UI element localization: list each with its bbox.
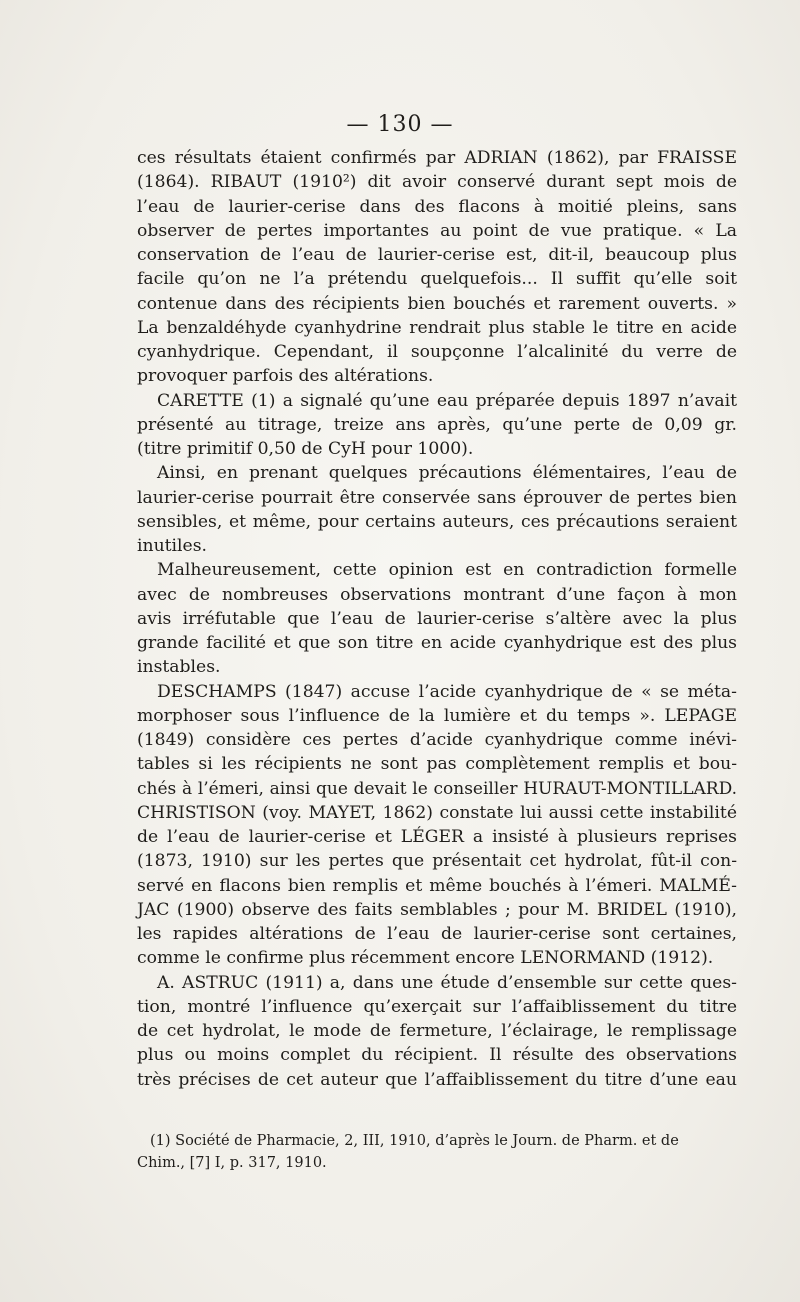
text-line: l’eau de laurier-cerise dans des flacons à moitié pleins, sans <box>137 196 737 217</box>
text-line: présenté au titrage, treize ans après, qu’une perte de 0,09 gr. <box>137 414 737 435</box>
text-line: provoquer parfois des altérations. <box>137 366 434 387</box>
footnote-line: Chim., [7] I, p. 317, 1910. <box>137 1155 327 1171</box>
text-line: observer de pertes importantes au point de vue pratique. « La <box>137 220 737 241</box>
text-line: (1864). RIBAUT (1910²) dit avoir conservé durant sept mois de <box>137 172 737 193</box>
text-line: plus ou moins complet du récipient. Il résulte des observations <box>137 1045 737 1066</box>
text-line: La benzaldéhyde cyanhydrine rendrait plus stable le titre en acide <box>137 317 737 338</box>
text-line: les rapides altérations de l’eau de laurier-cerise sont certaines, <box>137 924 737 944</box>
text-line: laurier-cerise pourrait être conservée sans éprouver de pertes bien <box>137 487 737 508</box>
text-line: conservation de l’eau de laurier-cerise est, dit-il, beaucoup plus <box>137 245 737 265</box>
text-line: (1873, 1910) sur les pertes que présentait cet hydrolat, fût-il con- <box>137 851 737 872</box>
text-line: contenue dans des récipients bien bouchés et rarement ouverts. » <box>137 293 737 314</box>
text-line: cyanhydrique. Cependant, il soupçonne l’alcalinité du verre de <box>137 342 737 362</box>
text-line: de cet hydrolat, le mode de fermeture, l’éclairage, le remplissage <box>137 1021 737 1041</box>
text-line: de l’eau de laurier-cerise et LÉGER a insisté à plusieurs reprises <box>137 827 737 847</box>
text-line: comme le confirme plus récemment encore LENORMAND (1912). <box>137 948 714 969</box>
text-line: JAC (1900) observe des faits semblables ; pour M. BRIDEL (1910), <box>137 899 737 920</box>
text-line: facile qu’on ne l’a prétendu quelquefois... Il suffit qu’elle soit <box>137 269 737 290</box>
text-line: tion, montré l’influence qu’exerçait sur l’affaiblissement du titre <box>137 996 737 1017</box>
text-line: morphoser sous l’influence de la lumière et du temps ». LEPAGE <box>137 705 737 726</box>
text-line: (1849) considère ces pertes d’acide cyanhydrique comme inévi- <box>137 730 737 750</box>
text-line: avec de nombreuses observations montrant d’une façon à mon <box>137 584 737 605</box>
text-line: tables si les récipients ne sont pas complètement remplis et bou- <box>137 754 737 775</box>
text-line: (titre primitif 0,50 de CyH pour 1000). <box>137 439 474 459</box>
text-line: inutiles. <box>137 536 207 556</box>
text-line: très précises de cet auteur que l’affaiblissement du titre d’une eau <box>137 1069 737 1090</box>
text-line: Ainsi, en prenant quelques précautions élémentaires, l’eau de <box>157 463 737 484</box>
text-line: DESCHAMPS (1847) accuse l’acide cyanhydrique de « se méta- <box>157 681 737 702</box>
text-line: ces résultats étaient confirmés par ADRIAN (1862), par FRAISSE <box>137 148 737 168</box>
text-line: sensibles, et même, pour certains auteurs, ces précautions seraient <box>137 511 737 532</box>
text-line: CARETTE (1) a signalé qu’une eau préparée depuis 1897 n’avait <box>157 390 737 411</box>
page-number: — 130 — <box>346 112 454 137</box>
footnote-line: (1) Société de Pharmacie, 2, III, 1910, d’après le Journ. de Pharm. et de <box>150 1133 679 1149</box>
text-line: Malheureusement, cette opinion est en contradiction formelle <box>157 560 737 581</box>
text-line: servé en flacons bien remplis et même bouchés à l’émeri. MALMÉ- <box>137 875 737 896</box>
text-line: CHRISTISON (voy. MAYET, 1862) constate lui aussi cette instabilité <box>137 802 737 823</box>
text-line: grande facilité et que son titre en acide cyanhydrique est des plus <box>137 633 737 653</box>
text-line: A. ASTRUC (1911) a, dans une étude d’ensemble sur cette ques- <box>157 972 737 993</box>
body-text <box>137 146 737 1092</box>
footnotes <box>137 1130 740 1174</box>
text-line: instables. <box>137 657 221 678</box>
text-line: chés à l’émeri, ainsi que devait le conseiller HURAUT-MONTILLARD. <box>137 778 737 799</box>
text-line: avis irréfutable que l’eau de laurier-cerise s’altère avec la plus <box>137 608 737 629</box>
